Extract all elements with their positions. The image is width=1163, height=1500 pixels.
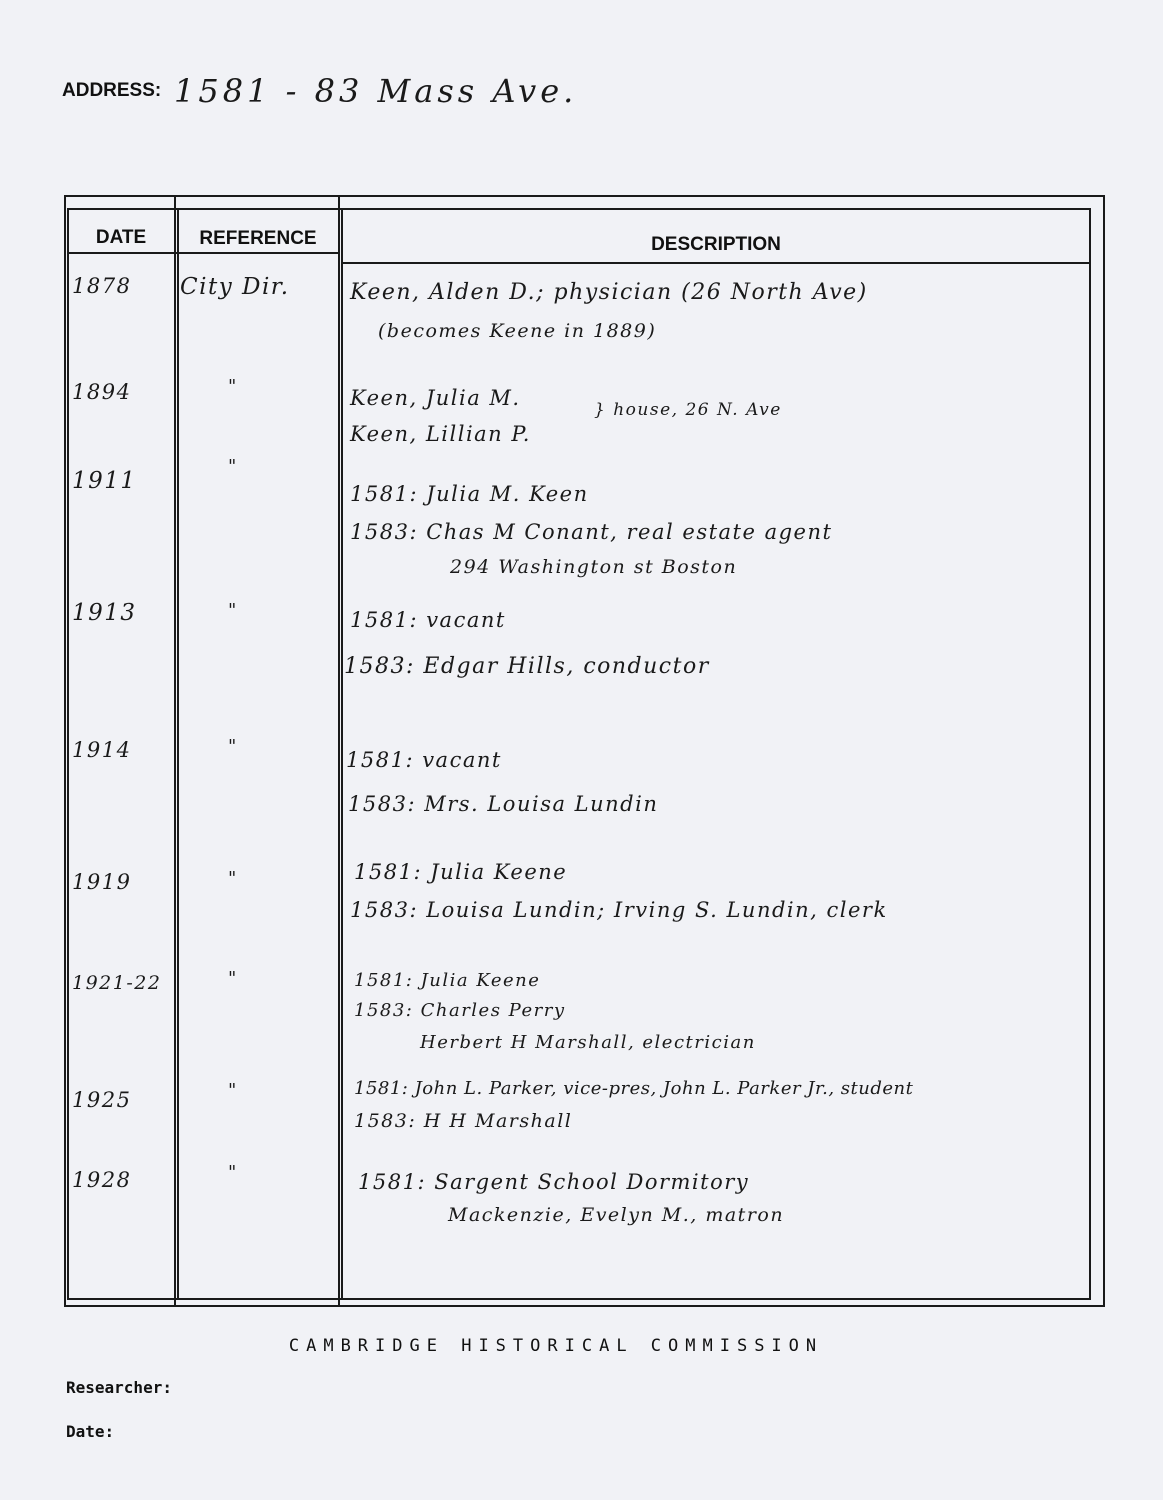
row-description-line: 1583: H H Marshall xyxy=(354,1110,573,1132)
column-divider-date-inner xyxy=(177,210,179,1298)
row-date: 1878 xyxy=(72,274,132,298)
date-label: Date: xyxy=(66,1422,115,1441)
researcher-label: Researcher: xyxy=(66,1378,172,1397)
row-reference: City Dir. xyxy=(180,274,290,300)
row-description-line: 1581: vacant xyxy=(350,608,506,632)
column-divider-reference xyxy=(338,197,340,1305)
row-reference-ditto: " xyxy=(228,868,238,889)
row-description-line: 1581: Julia M. Keen xyxy=(350,482,589,506)
header-description: DESCRIPTION xyxy=(651,234,781,255)
row-date: 1921-22 xyxy=(72,972,162,994)
row-date: 1925 xyxy=(72,1088,132,1112)
column-divider-date xyxy=(174,197,176,1305)
header-divider-right xyxy=(341,262,1090,264)
row-description-line: 1581: vacant xyxy=(346,748,502,772)
row-description-line: 294 Washington st Boston xyxy=(450,556,738,578)
row-date: 1919 xyxy=(72,870,132,894)
header-divider-left xyxy=(68,252,339,254)
header-reference: REFERENCE xyxy=(199,228,317,249)
row-description-line: Mackenzie, Evelyn M., matron xyxy=(448,1204,785,1226)
row-reference-ditto: " xyxy=(228,1080,238,1101)
row-date: 1911 xyxy=(72,468,137,494)
row-reference-ditto: " xyxy=(228,600,238,621)
column-divider-reference-inner xyxy=(341,210,343,1298)
table-inner-border xyxy=(67,208,1091,1300)
row-description-line: 1581: Julia Keene xyxy=(354,970,541,991)
row-description-line: 1583: Chas M Conant, real estate agent xyxy=(350,520,833,544)
row-description-line: (becomes Keene in 1889) xyxy=(378,320,657,342)
row-description-line: 1583: Mrs. Louisa Lundin xyxy=(348,792,659,816)
row-description-note: } house, 26 N. Ave xyxy=(594,400,782,420)
row-reference-ditto: " xyxy=(228,736,238,757)
row-reference-ditto: " xyxy=(228,1162,238,1183)
row-description-line: 1583: Charles Perry xyxy=(354,1000,566,1021)
row-description-line: 1581: John L. Parker, vice-pres, John L. Parker Jr., student xyxy=(354,1078,914,1099)
row-date: 1928 xyxy=(72,1168,132,1192)
row-description-line: 1581: Sargent School Dormitory xyxy=(358,1170,750,1194)
row-date: 1894 xyxy=(72,380,132,404)
row-description-line: Keen, Julia M. xyxy=(350,386,521,410)
row-description-line: Keen, Alden D.; physician (26 North Ave) xyxy=(350,280,868,305)
row-description-line: 1583: Louisa Lundin; Irving S. Lundin, clerk xyxy=(350,898,888,922)
row-description-line: 1583: Edgar Hills, conductor xyxy=(344,654,710,679)
row-date: 1914 xyxy=(72,738,132,762)
row-description-line: 1581: Julia Keene xyxy=(354,860,568,884)
address-label: ADDRESS: xyxy=(62,80,162,101)
row-reference-ditto: " xyxy=(228,456,238,477)
row-description-line: Herbert H Marshall, electrician xyxy=(420,1032,756,1053)
row-reference-ditto: " xyxy=(228,376,238,397)
row-date: 1913 xyxy=(72,600,137,626)
organization-title: CAMBRIDGE HISTORICAL COMMISSION xyxy=(288,1336,824,1356)
address-value: 1581 - 83 Mass Ave. xyxy=(174,72,578,110)
header-date: DATE xyxy=(95,227,147,248)
row-description-line: Keen, Lillian P. xyxy=(350,422,531,446)
row-reference-ditto: " xyxy=(228,968,238,989)
